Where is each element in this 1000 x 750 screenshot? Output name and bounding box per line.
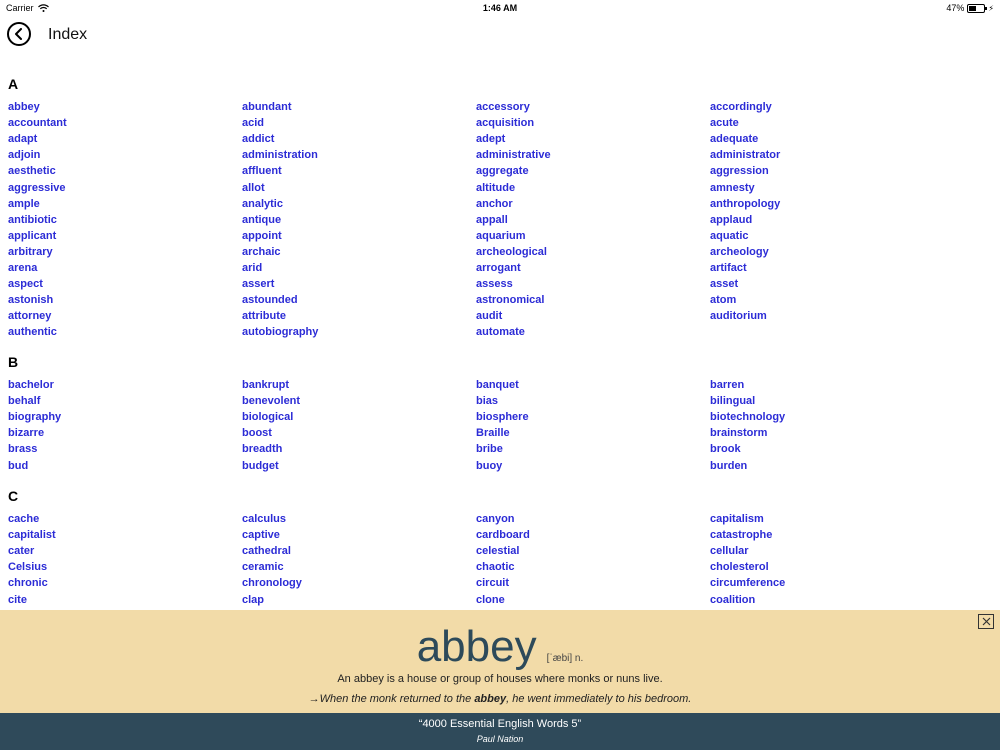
word-link[interactable]: cholesterol	[710, 561, 769, 574]
word-link[interactable]: adjoin	[8, 149, 41, 162]
example-after: , he went immediately to his bedroom.	[506, 693, 692, 705]
word-link[interactable]: autobiography	[242, 326, 319, 339]
section-header-a: A	[8, 76, 19, 92]
status-bar	[0, 0, 1000, 16]
word-link[interactable]: cardboard	[476, 529, 530, 542]
word-link[interactable]: acid	[242, 117, 265, 130]
word-link[interactable]: cite	[8, 593, 27, 606]
clock: 1:46 AM	[482, 3, 518, 13]
battery-icon	[967, 4, 985, 13]
section-header-b: B	[8, 354, 19, 370]
pronunciation: [ˈæbi] n.	[546, 653, 584, 664]
word-link[interactable]: catastrophe	[710, 529, 773, 542]
example-keyword: abbey	[474, 693, 507, 705]
footer-banner	[0, 713, 1000, 750]
word-link[interactable]: chronic	[8, 577, 48, 590]
word-link[interactable]: circumference	[710, 577, 786, 590]
word-link[interactable]: abundant	[242, 101, 292, 113]
word-link[interactable]: chaotic	[476, 561, 515, 574]
word-link[interactable]: administrative	[476, 149, 551, 162]
word-link[interactable]: chronology	[242, 577, 302, 590]
word-link[interactable]: attorney	[8, 310, 52, 323]
word-link[interactable]: cache	[8, 513, 40, 525]
word-link[interactable]: bankrupt	[242, 379, 290, 391]
word-link[interactable]: Braille	[476, 427, 510, 440]
word-link[interactable]: banquet	[476, 379, 519, 391]
word-link[interactable]: administrator	[710, 149, 781, 162]
word-link[interactable]: adept	[476, 133, 506, 146]
word-link[interactable]: aggression	[710, 165, 769, 178]
back-button[interactable]	[7, 22, 31, 46]
word-link[interactable]: astonish	[8, 294, 54, 307]
nav-bar	[0, 18, 1000, 54]
word-link[interactable]: archeological	[476, 245, 547, 258]
word-link[interactable]: clap	[242, 593, 265, 606]
carrier-label: Carrier	[6, 3, 34, 13]
word-link[interactable]: bizarre	[8, 427, 45, 440]
word-link[interactable]: capitalism	[710, 513, 764, 525]
word-link[interactable]: Celsius	[8, 561, 48, 574]
word-link[interactable]: breadth	[242, 443, 283, 456]
word-link[interactable]: anthropology	[710, 197, 781, 210]
word-link[interactable]: arrogant	[476, 262, 521, 274]
word-link[interactable]: cathedral	[242, 545, 291, 558]
word-link[interactable]: asset	[710, 278, 739, 291]
word-link[interactable]: biological	[242, 411, 294, 424]
word-link[interactable]: addict	[242, 133, 275, 146]
word-link[interactable]: abbey	[8, 101, 40, 113]
word-link[interactable]: coalition	[710, 593, 756, 606]
word-link[interactable]: amnesty	[710, 181, 755, 194]
word-link[interactable]: atom	[710, 294, 737, 307]
word-link[interactable]: authentic	[8, 326, 57, 339]
word-link[interactable]: assess	[476, 278, 513, 291]
word-link[interactable]: acquisition	[476, 117, 535, 130]
word-link[interactable]: arena	[8, 262, 38, 274]
word-link[interactable]: accountant	[8, 117, 67, 130]
section-header-c: C	[8, 488, 19, 504]
word-link[interactable]: applicant	[8, 229, 57, 242]
word-link[interactable]: brainstorm	[710, 427, 768, 440]
word-link[interactable]: burden	[710, 459, 748, 472]
example-arrow-icon: →	[308, 693, 320, 705]
word-link[interactable]: arbitrary	[8, 245, 53, 258]
charging-icon: ⚡︎	[988, 3, 994, 13]
word-link[interactable]: canyon	[476, 513, 515, 525]
word-link[interactable]: aesthetic	[8, 165, 56, 178]
word-link[interactable]: aquarium	[476, 229, 526, 242]
word-link[interactable]: antique	[242, 213, 282, 226]
word-link[interactable]: adapt	[8, 133, 38, 146]
word-link[interactable]: cellular	[710, 545, 749, 558]
word-link[interactable]: aggressive	[8, 181, 66, 194]
word-link[interactable]: celestial	[476, 545, 520, 558]
word-link[interactable]: accordingly	[710, 101, 772, 113]
word-link[interactable]: accessory	[476, 101, 530, 113]
word-link[interactable]: assert	[242, 278, 275, 291]
word-link[interactable]: affluent	[242, 165, 282, 178]
headword-row	[0, 622, 1000, 672]
example-sentence	[0, 693, 1000, 705]
word-link[interactable]: aquatic	[710, 229, 749, 242]
word-link[interactable]: astounded	[242, 294, 298, 307]
word-link[interactable]: antibiotic	[8, 213, 57, 226]
word-link[interactable]: captive	[242, 529, 280, 542]
word-link[interactable]: appall	[476, 213, 508, 226]
battery-status	[946, 3, 994, 13]
battery-percent: 47%	[946, 3, 965, 13]
word-link[interactable]: ceramic	[242, 561, 284, 574]
word-link[interactable]: behalf	[8, 395, 41, 408]
word-link[interactable]: attribute	[242, 310, 286, 323]
word-link[interactable]: archeology	[710, 245, 769, 258]
word-link[interactable]: brook	[710, 443, 741, 456]
word-link[interactable]: analytic	[242, 197, 283, 210]
page-title: Index	[48, 26, 88, 43]
word-link[interactable]: archaic	[242, 245, 281, 258]
word-link[interactable]: aspect	[8, 278, 43, 291]
word-link[interactable]: anchor	[476, 197, 513, 210]
word-link[interactable]: buoy	[476, 459, 503, 472]
word-link[interactable]: aggregate	[476, 165, 529, 178]
word-link[interactable]: boost	[242, 427, 272, 440]
word-link[interactable]: bachelor	[8, 379, 54, 391]
word-link[interactable]: allot	[242, 181, 265, 194]
word-link[interactable]: brass	[8, 443, 38, 456]
word-link[interactable]: applaud	[710, 213, 753, 226]
book-author: Paul Nation	[476, 734, 524, 744]
word-link[interactable]: astronomical	[476, 294, 545, 307]
headword: abbey	[416, 622, 537, 671]
battery-level	[969, 6, 976, 11]
word-link[interactable]: audit	[476, 310, 503, 323]
word-link[interactable]: benevolent	[242, 395, 301, 408]
word-link[interactable]: bud	[8, 459, 29, 472]
word-detail-panel	[0, 610, 1000, 713]
word-link[interactable]: ample	[8, 197, 40, 210]
word-link[interactable]: bribe	[476, 443, 503, 456]
word-link[interactable]: biotechnology	[710, 411, 786, 424]
example-before: When the monk returned to the	[319, 693, 475, 705]
word-link[interactable]: auditorium	[710, 310, 767, 323]
word-link[interactable]: artifact	[710, 262, 747, 274]
word-link[interactable]: acute	[710, 117, 739, 130]
word-link[interactable]: capitalist	[8, 529, 56, 542]
word-link[interactable]: circuit	[476, 577, 510, 590]
word-link[interactable]: appoint	[242, 229, 282, 242]
word-link[interactable]: budget	[242, 459, 279, 472]
word-link[interactable]: biosphere	[476, 411, 529, 424]
word-link[interactable]: calculus	[242, 513, 287, 525]
book-title: “4000 Essential English Words 5”	[418, 718, 582, 730]
word-link[interactable]: bias	[476, 395, 499, 408]
word-link[interactable]: clone	[476, 593, 505, 606]
word-link[interactable]: biography	[8, 411, 62, 424]
word-link[interactable]: administration	[242, 149, 318, 162]
word-link[interactable]: adequate	[710, 133, 759, 146]
chevron-left-icon	[14, 28, 24, 40]
word-link[interactable]: barren	[710, 379, 745, 391]
word-link[interactable]: automate	[476, 326, 525, 339]
word-link[interactable]: altitude	[476, 181, 516, 194]
word-link[interactable]: cater	[8, 545, 35, 558]
word-link[interactable]: arid	[242, 262, 263, 274]
definition-text: An abbey is a house or group of houses where monks or nuns live.	[337, 673, 663, 685]
word-link[interactable]: bilingual	[710, 395, 756, 408]
